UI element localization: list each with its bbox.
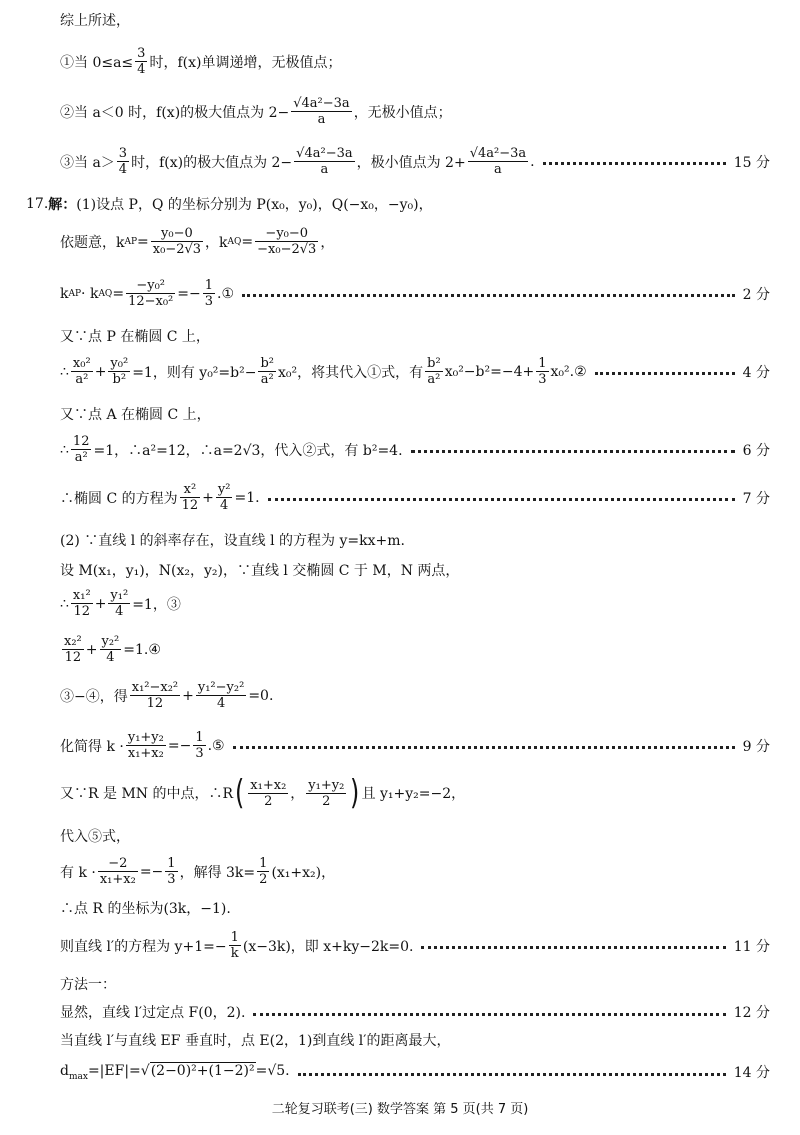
subtract-line: ③−④，得 $\frac{\text{x₁²−x₂²}}{12}$ + $\frac{\text{y₁²−y₂²}}{4}$ =0. [60, 680, 274, 711]
page-footer: 二轮复习联考(三) 数学答案 第 5 页(共 7 页) [271, 1102, 529, 1117]
line-l-prime: 则直线 l′的方程为 y+1=− $\frac{1}{k}$ (x−3k)，即 x+ky−2k=0. 11 分 [60, 930, 770, 961]
text-line: 当直线 l′与直线 EF 垂直时，点 E(2，1)到直线 l′的距离最大， [60, 1033, 451, 1049]
score-label: 11 分 [733, 938, 770, 955]
leader-dots [421, 946, 725, 949]
ellipse-substitution-line: ∴ $\frac{\text{x₀²}}{\text{a²}}$ + $\frac{\text{y₀²}}{\text{b²}}$ =1，则有 y₀²=b²− $\frac{\text{b²}}{\text{a²}}$ x₀²，将其代入①式，有 $\frac{\text{b²}}{\text{a²}}$ x₀²−b²=−4+ $\frac{1}{3}$ x₀².② 4 分 [60, 356, 770, 387]
case-3-line: ③当 a＞ $\frac{3}{4}$ 时，f(x)的极大值点为 2− $\frac{\text{√4a²−3a}}{a}$ ，极小值点为 2+ $\frac{\text{√4a²−3a}}{a}$ . 15 分 [60, 146, 770, 177]
leader-dots [233, 746, 735, 749]
fixed-point-line: 显然，直线 l′过定点 F(0，2). 12 分 [60, 1002, 770, 1022]
score-label: 9 分 [742, 738, 770, 755]
ellipse-equation-line: ∴椭圆 C 的方程为 $\frac{\text{x²}}{12}$ + $\frac{\text{y²}}{4}$ =1. 7 分 [60, 482, 770, 513]
text-line: (2) ∵直线 l 的斜率存在，设直线 l 的方程为 y=kx+m. [60, 533, 405, 549]
question-number: 17. [26, 196, 49, 212]
a-value-line: ∴ $\frac{12}{\text{a²}}$ =1，∴a²=12，∴a=2√3，代入②式，有 b²=4. 6 分 [60, 434, 770, 465]
leader-dots [595, 372, 735, 375]
equation-4-line: $\frac{\text{x₂²}}{12}$ + $\frac{\text{y₂²}}{4}$ =1.④ [64, 634, 161, 665]
equation-3-line: ∴ $\frac{\text{x₁²}}{12}$ + $\frac{\text{y₁²}}{4}$ =1，③ [60, 588, 181, 619]
score-label: 7 分 [742, 490, 770, 507]
score-label: 6 分 [742, 442, 770, 459]
slope-product-line: k AP · k AQ = $\frac{\text{−y₀²}}{\text{12−x₀²}}$ =− $\frac{1}{3}$ .① 2 分 [60, 278, 770, 309]
text-line: 设 M(x₁，y₁)，N(x₂，y₂)，∵直线 l 交椭圆 C 于 M，N 两点， [60, 563, 460, 579]
solve-k-line: 有 k · $\frac{-2}{\text{x₁+x₂}}$ =− $\frac{1}{3}$ ，解得 3k= $\frac{1}{2}$ (x₁+x₂)， [60, 856, 336, 887]
text-line: 代入⑤式， [60, 829, 130, 845]
solution-label: 解： [48, 197, 77, 213]
leader-dots [242, 294, 735, 297]
text-line: ∴点 R 的坐标为(3k，−1). [60, 901, 231, 917]
case-2-line: ②当 a＜0 时，f(x)的极大值点为 2− $\frac{\text{√4a²−3a}}{a}$ ，无极小值点； [60, 96, 452, 127]
score-label: 14 分 [733, 1065, 770, 1081]
fraction: $\frac{3}{4}$ [137, 46, 146, 77]
method-heading: 方法一： [60, 977, 116, 993]
slope-definitions-line: 依题意，k AP = $\frac{\text{y₀−0}}{\text{x₀−2√3}}$ ，k AQ = $\frac{\text{−y₀−0}}{\text{−x₀−2√3}}$ ， [60, 226, 335, 257]
leader-dots [543, 162, 726, 165]
summary-line: 综上所述， [60, 13, 130, 29]
simplify-line: 化简得 k · $\frac{\text{y₁+y₂}}{\text{x₁+x₂}}$ =− $\frac{1}{3}$ .⑤ 9 分 [60, 730, 770, 761]
text-line: 又∵点 P 在椭圆 C 上， [60, 329, 210, 345]
score-label: 2 分 [742, 286, 770, 303]
leader-dots [298, 1073, 726, 1076]
question-17-line: 17. 解： (1)设点 P，Q 的坐标分别为 P(x₀，y₀)，Q(−x₀，−y₀)， [26, 196, 433, 213]
fraction: $\frac{\text{√4a²−3a}}{a}$ [293, 96, 350, 127]
midpoint-line: 又∵R 是 MN 的中点，∴R ( $\frac{\text{x₁+x₂}}{2}$ ， $\frac{\text{y₁+y₂}}{2}$ ) 且 y₁+y₂=−2， [60, 773, 466, 813]
leader-dots [411, 450, 735, 453]
case-1-line: ①当 0≤a≤ $\frac{3}{4}$ 时，f(x)单调递增，无极值点； [60, 46, 342, 77]
text-line: 又∵点 A 在椭圆 C 上， [60, 407, 211, 423]
score-label: 4 分 [742, 364, 770, 381]
score-label: 15 分 [733, 154, 770, 171]
leader-dots [253, 1013, 725, 1016]
leader-dots [268, 498, 735, 501]
score-label: 12 分 [733, 1005, 770, 1021]
max-distance-line: $d_{max}=|EF|=√(2-0)^2+(1-2)^2=√5$. 14 分 [60, 1062, 770, 1082]
